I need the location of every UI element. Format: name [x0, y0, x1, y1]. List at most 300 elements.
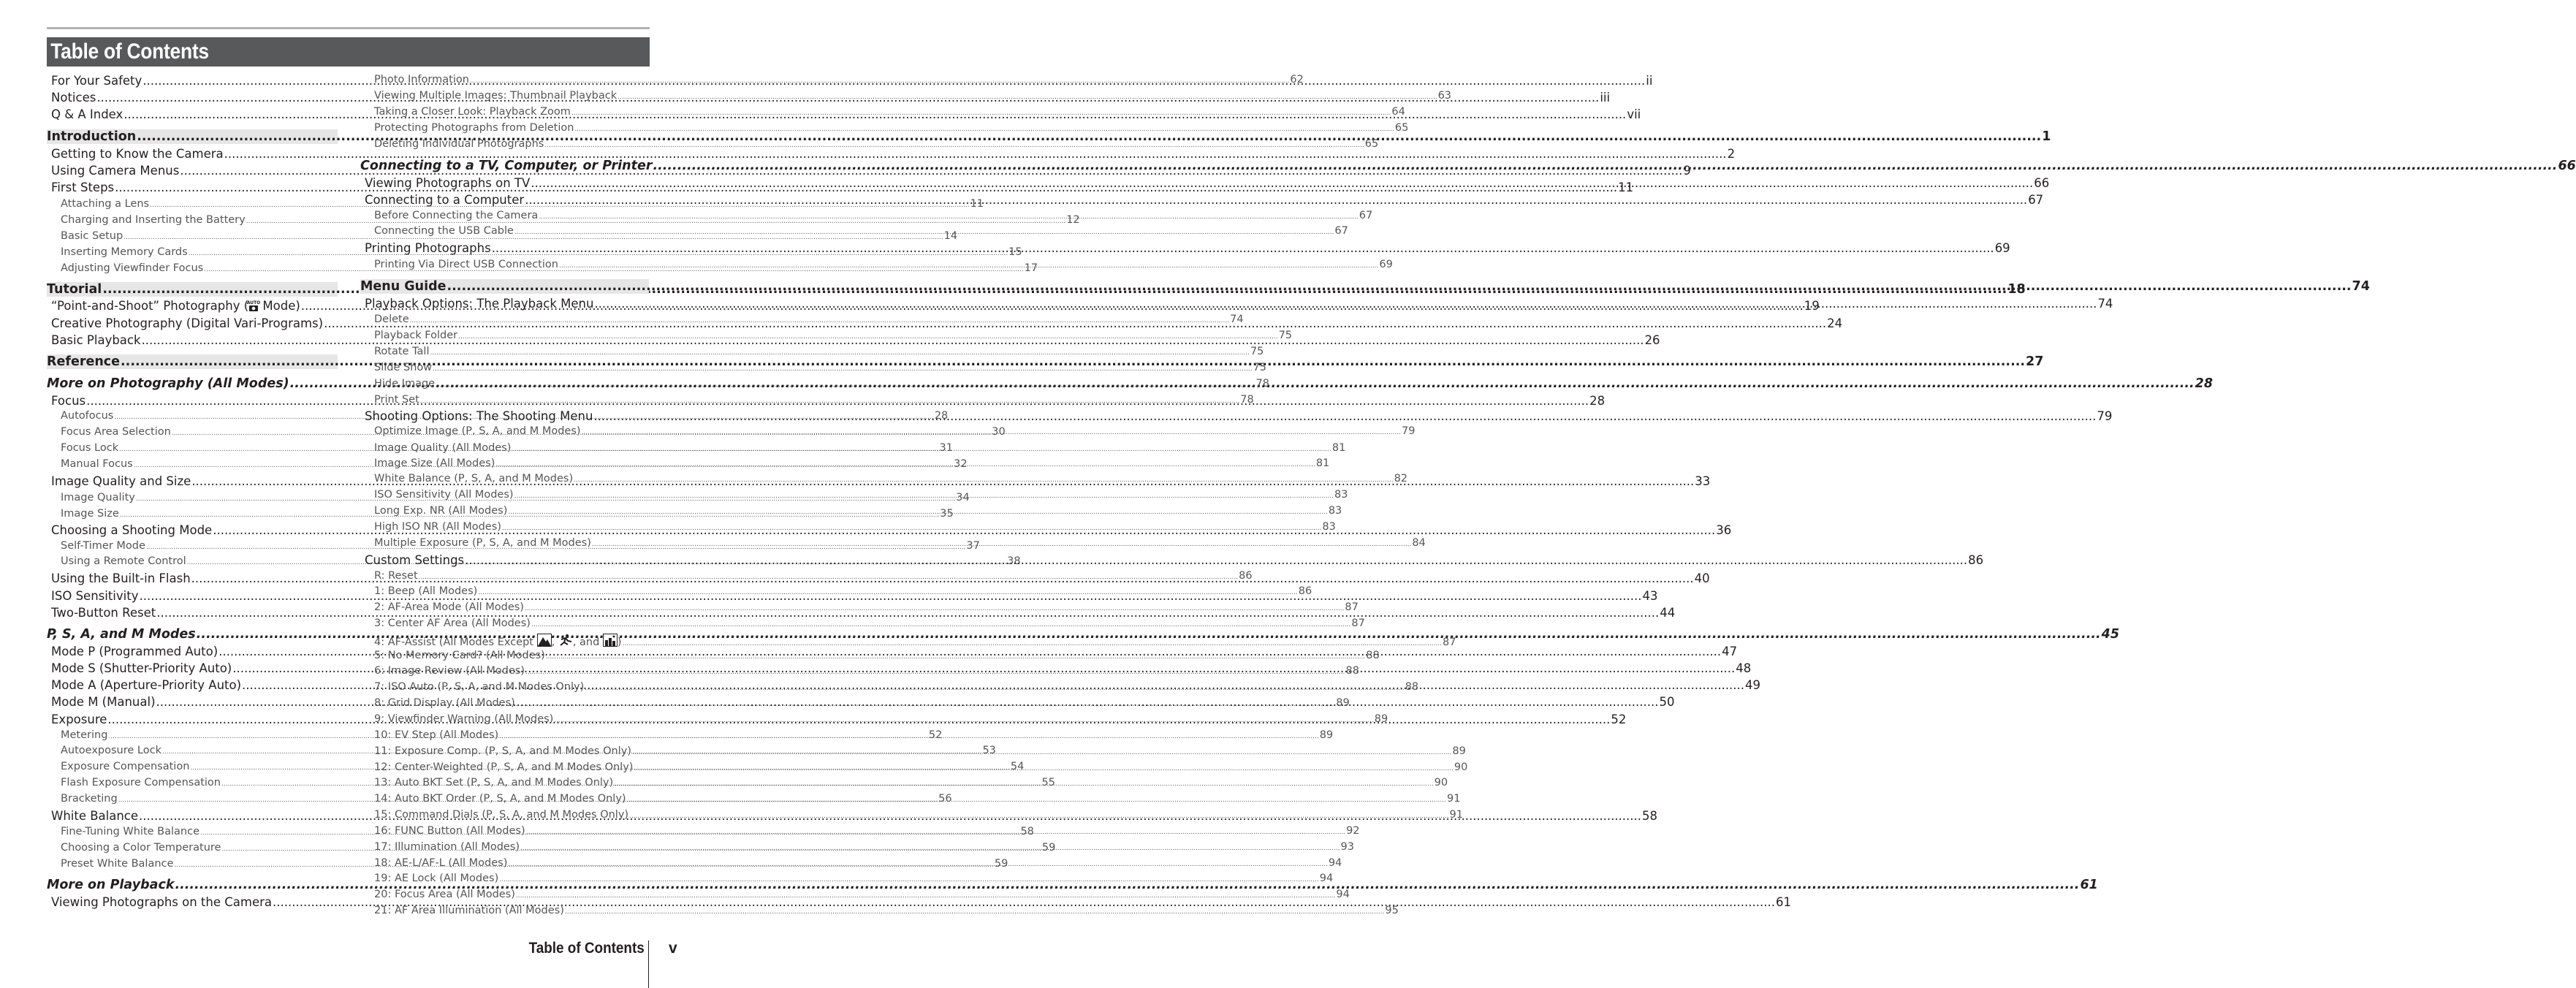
toc-page-number: 1 [2042, 129, 2051, 144]
toc-entry[interactable] [360, 394, 1254, 406]
toc-entry-text: Charging and Inserting the Battery [61, 214, 246, 226]
dot-leader [514, 489, 1334, 501]
toc-entry-title [61, 555, 186, 567]
toc-entry-text: Connecting the USB Cable [374, 225, 514, 237]
toc-entry-text: Before Connecting the Camera [374, 210, 539, 221]
toc-entry-text: , and [572, 636, 603, 648]
toc-entry-title [374, 442, 511, 454]
toc-entry[interactable] [360, 713, 1388, 725]
toc-entry-title [374, 841, 520, 853]
toc-entry-title [365, 241, 491, 255]
toc-entry-title [51, 571, 191, 585]
toc-entry-title [51, 606, 156, 620]
toc-entry-text: Image Quality (All Modes) [374, 442, 512, 454]
dot-leader [447, 279, 2352, 294]
toc-page-number: 28 [934, 410, 949, 422]
toc-entry-title [374, 697, 515, 709]
toc-page-number: 27 [2026, 354, 2044, 369]
toc-entry[interactable] [360, 665, 1359, 677]
toc-entry[interactable] [360, 521, 1336, 533]
toc-entry-text: Image Quality and Size [51, 474, 191, 488]
dot-leader [632, 745, 1451, 757]
toc-entry-text: Playback Folder [374, 330, 458, 341]
toc-entry[interactable] [360, 570, 1253, 582]
toc-page-number: 49 [1745, 678, 1761, 692]
dot-leader [531, 618, 1350, 629]
toc-page-number: 58 [1020, 826, 1034, 837]
toc-page-number: 83 [1328, 505, 1342, 517]
toc-entry-title [374, 225, 514, 237]
toc-page-number: 94 [1328, 857, 1342, 869]
toc-entry-title [374, 665, 525, 677]
toc-entry-title [374, 457, 495, 469]
toc-entry-text: Adjusting Viewfinder Focus [61, 262, 204, 274]
dot-leader [508, 857, 1327, 869]
toc-page-number: 88 [1405, 681, 1419, 693]
toc-entry-title [374, 489, 514, 501]
toc-entry-title [374, 362, 432, 373]
toc-entry[interactable] [360, 138, 1379, 150]
toc-entry-title [360, 279, 447, 294]
dot-leader [514, 225, 1334, 237]
toc-entry-text: Preset White Balance [61, 858, 174, 870]
dot-leader [585, 681, 1404, 693]
toc-entry-title [61, 410, 113, 422]
toc-entry[interactable] [360, 634, 1456, 648]
toc-entry-title [374, 681, 584, 693]
dot-leader [516, 697, 1335, 709]
toc-entry-text: Tutorial [47, 282, 102, 297]
dot-leader [559, 259, 1378, 270]
toc-page-number: 17 [1024, 262, 1038, 274]
toc-entry-text: ISO Sensitivity [51, 589, 139, 603]
toc-entry[interactable] [360, 330, 1293, 341]
toc-entry-text: Bracketing [61, 793, 118, 805]
toc-entry-title [374, 473, 573, 484]
toc-entry[interactable] [360, 585, 1312, 597]
toc-entry-title [61, 826, 200, 837]
toc-entry-title [374, 346, 429, 357]
toc-entry[interactable] [360, 601, 1359, 613]
toc-page-number: 84 [1412, 537, 1426, 549]
toc-page-number: 67 [2028, 193, 2044, 207]
toc-entry-text: 8: Grid Display (All Modes) [374, 697, 515, 709]
toc-entry-text: Choosing a Color Temperature [61, 842, 221, 854]
toc-page-number: 88 [1366, 650, 1380, 661]
toc-entry-text: Mode A (Aperture-Priority Auto) [51, 678, 242, 692]
toc-page-number: 61 [1776, 895, 1791, 909]
toc-entry-text: Mode) [259, 299, 300, 313]
toc-entry-text: Creative Photography (Digital Vari-Programs) [51, 316, 324, 330]
toc-entry-text: Printing Photographs [365, 241, 491, 255]
toc-entry-text: More on Photography (All Modes) [47, 376, 289, 391]
toc-entry-text: Viewing Multiple Images: Thumbnail Playback [374, 90, 618, 102]
toc-entry-text: ISO Sensitivity (All Modes) [374, 489, 514, 501]
toc-entry-title [365, 553, 464, 567]
toc-entry-title [47, 129, 136, 144]
toc-entry-title [374, 570, 418, 582]
toc-entry-title [51, 333, 141, 347]
toc-page-number: 88 [1345, 665, 1359, 677]
toc-entry-title [374, 505, 507, 517]
toc-entry-text: 14: Auto BKT Order (P, S, A, and M Modes Only) [374, 793, 626, 805]
toc-entry-title [360, 159, 652, 173]
toc-entry-title [47, 354, 120, 369]
toc-entry-title [61, 508, 119, 520]
toc-entry-text: Focus [51, 394, 86, 408]
toc-entry-text: Fine-Tuning White Balance [61, 826, 200, 837]
toc-entry-text: Self-Timer Mode [61, 540, 145, 552]
toc-page-number: 34 [956, 492, 970, 503]
toc-page-number: 12 [1066, 214, 1080, 226]
toc-entry-title [51, 661, 232, 675]
toc-page-number: 47 [1722, 645, 1738, 658]
toc-entry-title [51, 299, 300, 313]
toc-page-number: 83 [1322, 521, 1336, 533]
toc-entry-title [374, 713, 553, 725]
dot-leader [574, 122, 1394, 134]
toc-entry-title [47, 878, 174, 892]
toc-entry-title [51, 394, 86, 408]
toc-entry-text: Using a Remote Control [61, 555, 186, 567]
toc-entry-title [374, 777, 613, 788]
toc-entry-text: Autoexposure Lock [61, 745, 162, 756]
toc-page-number: 35 [940, 508, 954, 520]
toc-page-number: 56 [938, 793, 952, 805]
toc-entry-title [365, 409, 593, 423]
toc-entry-title [51, 589, 138, 603]
toc-entry-title [374, 873, 498, 884]
toc-entry-title [374, 809, 628, 821]
toc-entry-text: 18: AE-L/AF-L (All Modes) [374, 857, 508, 869]
toc-entry-title [374, 521, 501, 533]
toc-entry-title [61, 729, 107, 741]
toc-entry-text: Manual Focus [61, 458, 133, 470]
toc-entry-text: Getting to Know the Camera [51, 147, 224, 161]
toc-entry-text: Rotate Tall [374, 346, 430, 357]
landscape-mode-icon [537, 636, 552, 648]
toc-entry-text: Flash Exposure Compensation [61, 777, 221, 788]
toc-page-number: 69 [1379, 259, 1393, 270]
toc-entry[interactable] [47, 895, 1791, 909]
toc-entry-text: White Balance (P, S, A, and M Modes) [374, 473, 574, 484]
toc-page-number: 74 [2097, 297, 2113, 311]
toc-page-number: 38 [1007, 555, 1021, 567]
toc-entry-title [374, 650, 545, 661]
dot-leader [499, 729, 1318, 741]
toc-entry-text: ) [617, 636, 622, 648]
toc-page-number: 79 [1402, 425, 1416, 437]
toc-page-number: 74 [2352, 279, 2370, 294]
toc-entry-title [374, 905, 564, 916]
toc-entry-text: Multiple Exposure (P, S, A, and M Modes) [374, 537, 591, 549]
toc-entry-title [374, 889, 515, 900]
toc-page-number: iii [1600, 91, 1611, 104]
toc-page-number: 81 [1331, 442, 1346, 454]
toc-entry-title [61, 442, 118, 454]
dot-leader [592, 537, 1411, 549]
dot-leader [539, 210, 1358, 221]
toc-entry[interactable] [360, 889, 1350, 900]
toc-entry-title [51, 147, 224, 161]
toc-entry-title [61, 198, 149, 210]
dot-leader [525, 601, 1344, 613]
toc-entry-text: Using Camera Menus [51, 164, 180, 178]
dot-leader [627, 793, 1446, 805]
toc-entry-title [61, 458, 133, 470]
toc-entry[interactable] [360, 681, 1419, 693]
night-landscape-mode-icon [603, 636, 618, 648]
dot-leader [614, 777, 1433, 788]
toc-entry-title [61, 858, 173, 870]
toc-page-number: 28 [2195, 376, 2213, 391]
toc-entry[interactable] [360, 809, 1463, 821]
dot-leader [629, 809, 1448, 821]
dot-leader [571, 106, 1391, 118]
toc-entry-text: Shooting Options: The Shooting Menu [365, 409, 593, 423]
dot-leader [546, 650, 1365, 661]
toc-entry-title [374, 259, 558, 270]
toc-entry[interactable] [360, 473, 1408, 484]
toc-entry-title [47, 376, 289, 391]
toc-page-number: 48 [1736, 661, 1752, 675]
dot-leader [420, 394, 1239, 406]
toc-entry-title [61, 793, 118, 805]
toc-page-number: 95 [1385, 905, 1399, 916]
toc-entry-text: Mode S (Shutter-Priority Auto) [51, 661, 232, 675]
toc-page-number: 66 [2034, 176, 2050, 190]
toc-page-number: 52 [928, 729, 943, 741]
dot-leader [531, 176, 2033, 190]
dot-leader [593, 409, 2096, 423]
toc-page-number: 64 [1391, 106, 1405, 118]
toc-entry-title [51, 74, 142, 88]
toc-entry-text: Long Exp. NR (All Modes) [374, 505, 508, 517]
toc-entry[interactable] [360, 697, 1350, 709]
auto-mode-icon [248, 299, 259, 313]
toc-entry[interactable] [360, 378, 1269, 390]
toc-entry-title [374, 330, 457, 341]
toc-entry-title [374, 74, 469, 86]
dot-leader [499, 873, 1318, 884]
top-rule [47, 27, 650, 29]
toc-page-number: 2 [1727, 147, 1736, 161]
toc-entry-text: 9: Viewfinder Warning (All Modes) [374, 713, 554, 725]
dot-leader [419, 570, 1238, 582]
toc-entry[interactable] [360, 618, 1365, 629]
toc-page-number: 75 [1278, 330, 1293, 341]
toc-entry[interactable] [360, 650, 1380, 661]
toc-entry-text: 20: Focus Area (All Modes) [374, 889, 515, 900]
toc-entry-text: 5: No Memory Card? (All Modes) [374, 650, 545, 661]
toc-entry-title [374, 210, 538, 221]
toc-entry-title [61, 262, 203, 274]
toc-entry[interactable] [360, 873, 1334, 884]
toc-entry[interactable] [360, 362, 1267, 373]
toc-entry-text: Basic Playback [51, 333, 141, 347]
dot-leader [544, 138, 1364, 150]
toc-entry-text: Basic Setup [61, 230, 124, 242]
footer-page-number: v [669, 940, 677, 957]
toc-entry-title [51, 316, 323, 330]
dot-leader [516, 889, 1335, 900]
toc-entry-title [374, 138, 544, 150]
toc-page-number: 89 [1452, 745, 1466, 757]
toc-entry-title [61, 842, 221, 854]
toc-page-number: 86 [1239, 570, 1253, 582]
toc-page-number: 89 [1319, 729, 1334, 741]
toc-entry[interactable] [360, 905, 1399, 916]
toc-entry-text: R: Reset [374, 570, 418, 582]
toc-entry-title [51, 91, 96, 104]
toc-entry-text: Printing Via Direct USB Connection [374, 259, 558, 270]
toc-entry-text: , [551, 636, 558, 648]
toc-page-number: 54 [1010, 761, 1025, 772]
toc-entry-text: Introduction [47, 129, 137, 144]
toc-entry-title [374, 394, 419, 406]
toc-entry-title [374, 729, 498, 741]
toc-entry-title [61, 214, 246, 226]
toc-page-number: 78 [1240, 394, 1254, 406]
toc-entry[interactable] [360, 74, 1304, 86]
toc-entry-text: 6: Image Review (All Modes) [374, 665, 525, 677]
toc-page-number: 40 [1694, 571, 1710, 585]
toc-page-number: vii [1627, 107, 1641, 121]
toc-page-number: 44 [1660, 606, 1676, 620]
toc-entry-text: Taking a Closer Look: Playback Zoom [374, 106, 571, 118]
toc-entry-text: Image Size [61, 508, 119, 520]
toc-entry-text: 12: Center-Weighted (P, S, A, and M Modes Only) [374, 761, 634, 773]
toc-entry-text: Metering [61, 729, 108, 741]
toc-page-number: 81 [1315, 457, 1330, 469]
toc-entry-title [51, 107, 123, 121]
toc-entry-text: Inserting Memory Cards [61, 246, 188, 258]
toc-page-number: 67 [1359, 210, 1373, 221]
dot-leader [433, 362, 1252, 373]
dot-leader [458, 330, 1277, 341]
toc-entry-title [61, 761, 189, 772]
dot-leader [465, 553, 1967, 567]
toc-entry[interactable] [360, 106, 1405, 118]
toc-entry-text: Mode P (Programmed Auto) [51, 645, 219, 658]
toc-page-number: 82 [1394, 473, 1408, 484]
toc-entry-text: Attaching a Lens [61, 198, 150, 210]
toc-entry-title [365, 297, 593, 311]
dot-leader [512, 442, 1331, 454]
toc-page-number: 89 [1374, 713, 1388, 725]
toc-entry-text: Reference [47, 354, 121, 369]
toc-page-number: 18 [2007, 282, 2026, 297]
toc-page-number: 90 [1434, 777, 1448, 788]
toc-entry-title [374, 537, 591, 549]
toc-entry-title [51, 645, 218, 658]
toc-page-number: 87 [1345, 601, 1359, 613]
toc-entry[interactable] [360, 314, 1244, 325]
toc-entry-text: 1: Beep (All Modes) [374, 585, 478, 597]
toc-entry-text: Protecting Photographs from Deletion [374, 122, 574, 134]
toc-page-number: 50 [1659, 695, 1675, 709]
toc-entry-title [374, 761, 633, 773]
toc-entry-title [374, 745, 631, 757]
toc-page-number: 79 [2097, 409, 2113, 423]
toc-entry-title [374, 634, 622, 648]
toc-entry-title [365, 193, 524, 207]
toc-page-number: 93 [1340, 841, 1354, 853]
dot-leader [618, 90, 1437, 102]
toc-entry-text: Image Size (All Modes) [374, 457, 495, 469]
toc-page-number: 86 [1298, 585, 1312, 597]
dot-leader [574, 473, 1393, 484]
dot-leader [410, 314, 1229, 325]
dot-leader [520, 841, 1340, 853]
toc-entry[interactable] [360, 346, 1264, 357]
toc-entry-text: 16: FUNC Button (All Modes) [374, 825, 525, 837]
toc-page-number: 62 [1290, 74, 1304, 86]
toc-entry-text: Focus Area Selection [61, 426, 171, 438]
toc-page-number: 86 [1968, 553, 1984, 567]
sports-mode-icon [558, 636, 573, 648]
toc-entry-title [374, 122, 574, 134]
toc-page-number: 58 [1642, 809, 1658, 823]
toc-entry[interactable] [360, 90, 1452, 102]
dot-leader [436, 378, 1255, 390]
toc-entry-text: Menu Guide [360, 279, 447, 294]
toc-entry-text: High ISO NR (All Modes) [374, 521, 501, 533]
toc-entry-title [365, 176, 530, 190]
toc-entry[interactable] [360, 122, 1409, 134]
toc-page-number: 11 [970, 198, 984, 210]
toc-entry-text: Viewing Photographs on TV [365, 176, 531, 190]
toc-entry-text: Hide Image [374, 378, 436, 390]
toc-entry-text: 11: Exposure Comp. (P, S, A, and M Modes Only) [374, 745, 631, 757]
toc-page-number: 26 [1644, 333, 1660, 347]
dot-leader [470, 74, 1289, 86]
toc-entry[interactable] [47, 147, 1736, 161]
toc-entry-text: First Steps [51, 180, 115, 194]
footer-divider [648, 940, 649, 988]
toc-entry-title [374, 314, 409, 325]
toc-page-number: 19 [1804, 299, 1820, 313]
toc-entry-text: Exposure Compensation [61, 761, 190, 772]
toc-entry-text: 21: AF Area Illumination (All Modes) [374, 905, 564, 916]
dot-leader [478, 585, 1297, 597]
toc-entry-text: Notices [51, 91, 96, 104]
toc-page-number: 75 [1250, 346, 1264, 357]
dot-leader [634, 761, 1453, 773]
toc-page-number: 14 [943, 230, 958, 242]
toc-page-number: 67 [1334, 225, 1348, 237]
toc-entry-text: Q & A Index [51, 107, 124, 121]
toc-entry-title [374, 90, 617, 102]
toc-entry-title [61, 745, 162, 756]
toc-entry-text: For Your Safety [51, 74, 143, 88]
toc-entry-title [374, 618, 531, 629]
toc-page-number: 11 [1618, 180, 1634, 194]
toc-entry-text: “Point-and-Shoot” Photography ( [51, 299, 249, 313]
dot-leader [492, 241, 1994, 255]
toc-entry-title [51, 695, 156, 709]
toc-entry[interactable] [360, 159, 2576, 173]
toc-entry-title [51, 180, 114, 194]
toc-entry-text: Custom Settings [365, 553, 465, 567]
toc-page-number: 33 [1695, 474, 1711, 488]
toc-page-number: 52 [1611, 712, 1627, 726]
toc-entry-text: Two-Button Reset [51, 606, 156, 620]
toc-page-number: 37 [966, 540, 980, 552]
toc-page-number: 92 [1346, 825, 1360, 837]
toc-entry-text: 17: Illumination (All Modes) [374, 841, 520, 853]
toc-page-number: 66 [2558, 159, 2576, 173]
